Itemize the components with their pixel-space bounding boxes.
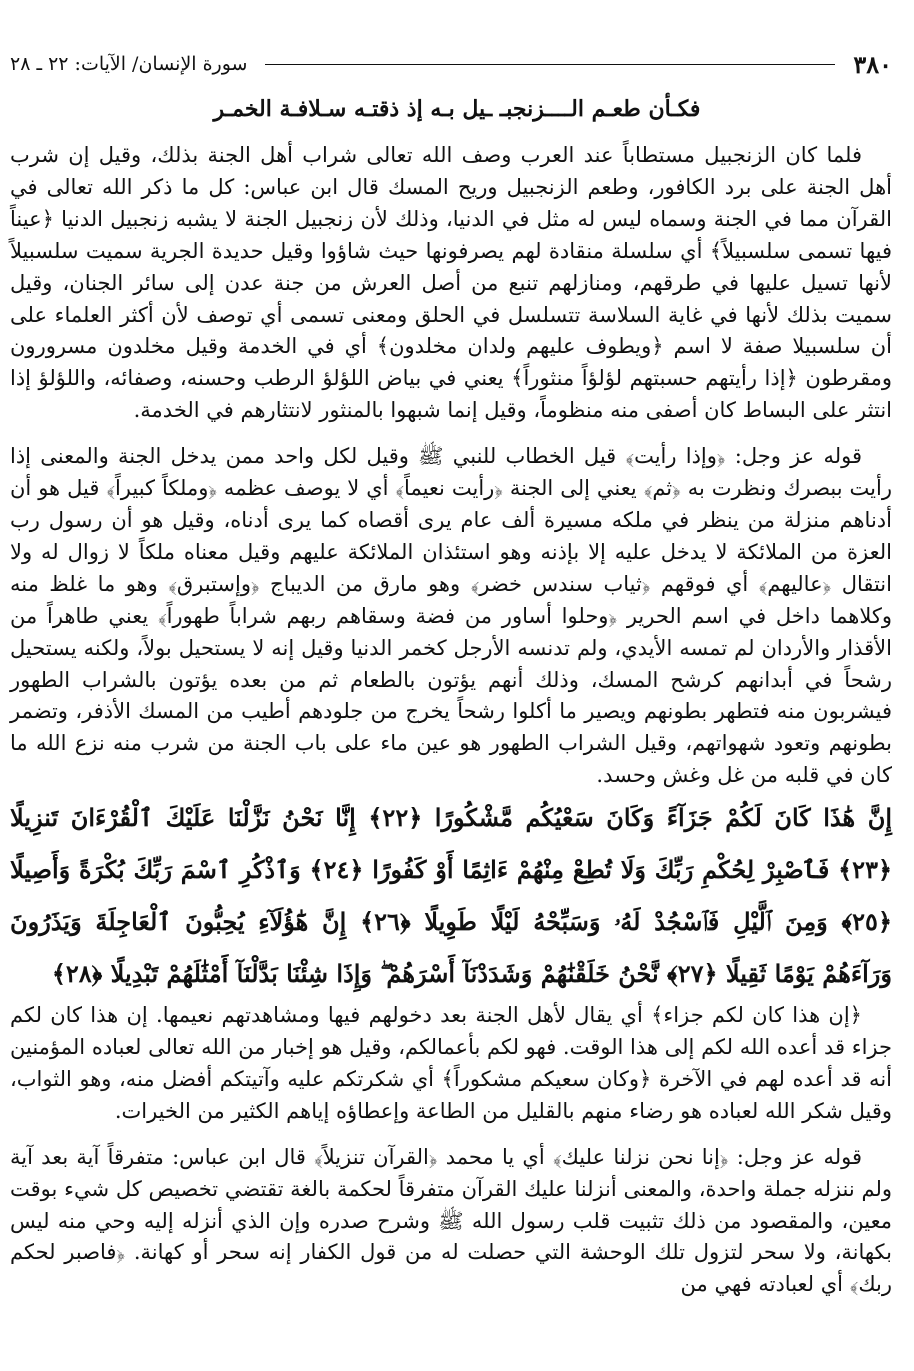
paragraph: فلما كان الزنجبيل مستطاباً عند العرب وصف الله تعالى شراب أهل الجنة بذلك، وقيل إن شرب أهل الجنة على برد الكافور، وطعم الزنجبيل وريح المسك قال ابن عباس: كل ما ذكر الله تعالى في القرآن مما في الجنة وسماه ليس له مثل في الدنيا، وذلك لأن زنجبيل الجنة لا يشبه زنجبيل الدنيا ﴿عيناً فيها تسمى سلسبيلاً﴾ أي سلسلة منقادة لهم يصرفونها حيث شاؤوا وقيل حديدة الجرية سميت سلسبيلاً لأنها تسيل عليها في طرقهم، ومنازلهم تنبع من أصل العرش من جنة عدن إلى سائر الجنان، وقيل سميت بذلك لأنها في غاية السلاسة تتسلسل في الحلق ومعنى تسمى أي توصف لأن أكثر العلماء على أن سلسبيلا صفة لا اسم ﴿ويطوف عليهم ولدان مخلدون﴾ أي في الخدمة وقيل مخلدون مسرورون ومقرطون ﴿إذا رأيتهم حسبتهم لؤلؤاً منثوراً﴾ يعني في بياض اللؤلؤ الرطب وحسنه، وصفائه، واللؤلؤ إذا انتثر على البساط كان أصفى منه منظوماً، وقيل إنما شبهوا بالمنثور لانتثارهم في الخدمة. [10, 143, 892, 423]
paragraph: ﴿إن هذا كان لكم جزاء﴾ أي يقال لأهل الجنة بعد دخولهم فيها ومشاهدتهم نعيمها. إن هذا كان لكم جزاء قد أعده الله لكم إلى هذا الوقت. فهو لكم بأعمالكم، وقيل هو إخبار من الله تعالى لعباده المؤمنين أنه قد أعده لهم في الآخرة ﴿وكان سعيكم مشكوراً﴾ أي شكرتكم عليه وآتيتكم أفضل منه، وهو الثواب، وقيل شكر الله لعباده هو رضاء منهم بالقليل من الطاعة وإعطاؤه إياهم الكثير من الخيرات. [10, 1003, 892, 1123]
quran-verses-block: إِنَّ هَٰذَا كَانَ لَكُمْ جَزَآءً وَكَانَ سَعْيُكُم مَّشْكُورًا ﴿٢٢﴾ إِنَّا نَحْنُ نَزَّلْنَا عَلَيْكَ ٱلْقُرْءَانَ تَنزِيلًا ﴿٢٣﴾ فَٱصْبِرْ لِحُكْمِ رَبِّكَ وَلَا تُطِعْ مِنْهُمْ ءَاثِمًا أَوْ كَفُورًا ﴿٢٤﴾ وَٱذْكُرِ ٱسْمَ رَبِّكَ بُكْرَةً وَأَصِيلًا ﴿٢٥﴾ وَمِنَ ٱلَّيْلِ فَٱسْجُدْ لَهُۥ وَسَبِّحْهُ لَيْلًا طَوِيلًا ﴿٢٦﴾ إِنَّ هَٰٓؤُلَآءِ يُحِبُّونَ ٱلْعَاجِلَةَ وَيَذَرُونَ وَرَآءَهُمْ يَوْمًا ثَقِيلًا ﴿٢٧﴾ نَّحْنُ خَلَقْنَٰهُمْ وَشَدَدْنَآ أَسْرَهُمْ ۖ وَإِذَا شِئْنَا بَدَّلْنَآ أَمْثَٰلَهُمْ تَبْدِيلًا ﴿٢٨﴾ [10, 803, 893, 989]
poetry-verse: فكـأن طعـم الــــزنجبـ ـيل بـه إذ ذقتـه سـلافـة الخمـر [213, 96, 701, 122]
paragraph: قوله عز وجل: ﴿وإذا رأيت﴾ قيل الخطاب للنبي ﷺ وقيل لكل واحد ممن يدخل الجنة والمعنى إذا رأيت ببصرك ونظرت به ﴿ثم﴾ يعني إلى الجنة ﴿رأيت نعيماً﴾ أي لا يوصف عظمه ﴿وملكاً كبيراً﴾ قيل هو أن أدناهم منزلة من ينظر في ملكه مسيرة ألف عام يرى أقصاه كما يرى أدناه، وقيل هو أن رسول رب العزة من الملائكة لا يدخل عليه إلا بإذنه وهو استئذان الملائكة عليهم وقيل معناه ملكاً لا زوال له ولا انتقال ﴿عاليهم﴾ أي فوقهم ﴿ثياب سندس خضر﴾ وهو مارق من الديباج ﴿وإستبرق﴾ وهو ما غلظ منه وكلاهما داخل في اسم الحرير ﴿وحلوا أساور من فضة وسقاهم ربهم شراباً طهوراً﴾ يعني طاهراً من الأقذار والأردان لم تمسه الأيدي، ولم تدنسه الأرجل كخمر الدنيا وقيل إنه لا يستحيل بولاً، ولكنه يستحيل رشحاً في أبدانهم كرشح المسك، وذلك أنهم يؤتون بالطعام ثم من بعده يؤتون بالشراب الطهور فيشربون منه فتطهر بطونهم ويصير ما أكلوا رشحاً يخرج من جلودهم أطيب من المسك الأذفر، وتضمر بطونهم وتعود شهواتهم، وقيل الشراب الطهور هو عين ماء على باب الجنة من شرب منه نزع الله ما كان في قلبه من غل وغش وحسد. [10, 444, 892, 788]
paragraph: قوله عز وجل: ﴿إنا نحن نزلنا عليك﴾ أي يا محمد ﴿القرآن تنزيلاً﴾ قال ابن عباس: متفرقاً آية بعد آية ولم ننزله جملة واحدة، والمعنى أنزلنا عليك القرآن متفرقاً لحكمة بالغة تقتضي تخصيص كل شيء بوقت معين، والمقصود من ذلك تثبيت قلب رسول الله ﷺ وشرح صدره وإن الذي أنزله إليه وحي منه ليس بكهانة، ولا سحر لتزول تلك الوحشة التي حصلت له من قول الكفار إنه سحر أو كهانة. ﴿فاصبر لحكم ربك﴾ أي لعبادته فهي من [10, 1144, 892, 1297]
header-rule [265, 64, 835, 65]
paragraph-gap [10, 1128, 892, 1142]
commentary-body [10, 140, 892, 1301]
page-number: ٣٨٠ [853, 49, 892, 79]
surah-title: سورة الإنسان/ الآيات: ٢٢ ـ ٢٨ [10, 53, 248, 75]
page-header [10, 44, 892, 84]
paragraph-gap [10, 427, 892, 441]
